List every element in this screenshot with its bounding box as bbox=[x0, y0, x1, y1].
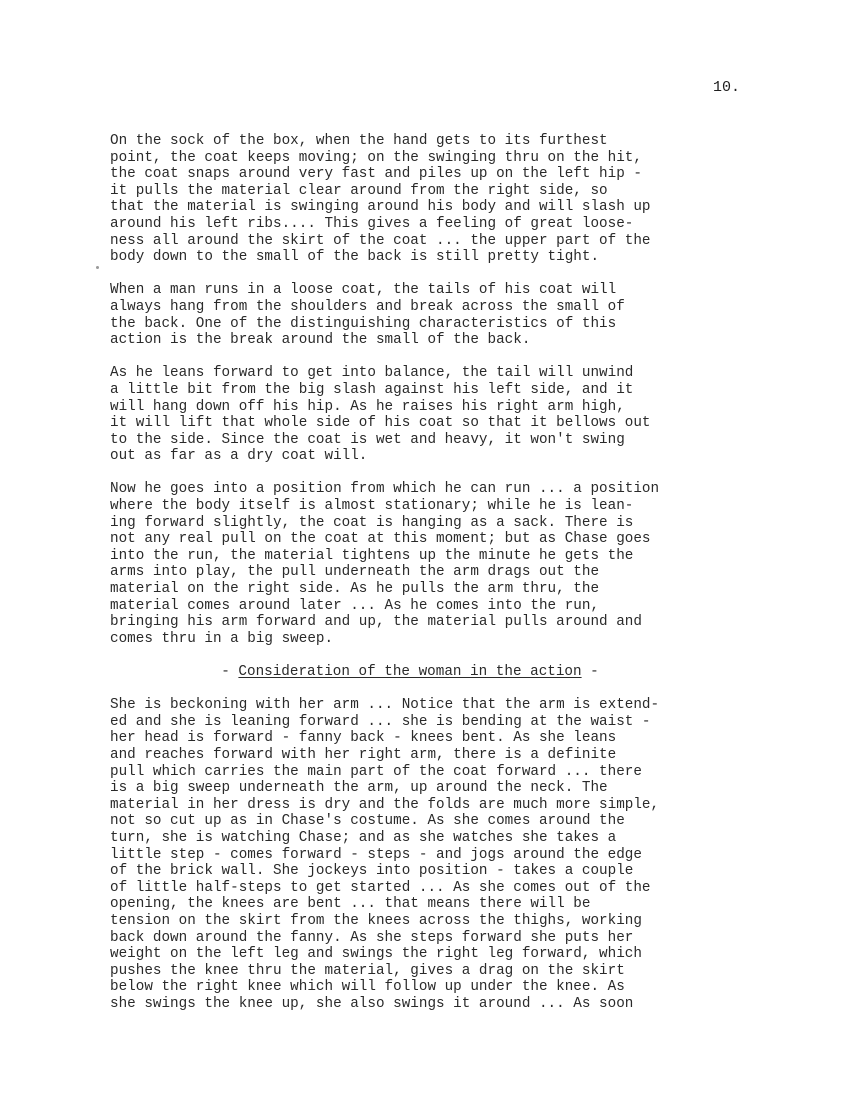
text-line: she swings the knee up, she also swings it around ... As soon bbox=[110, 995, 634, 1012]
text-line: will hang down off his hip. As he raises his right arm high, bbox=[110, 398, 625, 415]
text-line: into the run, the material tightens up the minute he gets the bbox=[110, 547, 634, 564]
text-line: not any real pull on the coat at this moment; but as Chase goes bbox=[110, 531, 651, 548]
text-line: material on the right side. As he pulls the arm thru, the bbox=[110, 581, 600, 598]
text-line: of little half-steps to get started ... As she comes out of the bbox=[110, 879, 651, 896]
text-line: always hang from the shoulders and break across the small of bbox=[110, 298, 625, 315]
text-line: the back. One of the distinguishing characteristics of this bbox=[110, 315, 617, 332]
text-line: action is the break around the small of the back. bbox=[110, 332, 531, 349]
text-line: ness all around the skirt of the coat ... the upper part of the bbox=[110, 232, 651, 249]
text-line: On the sock of the box, when the hand gets to its furthest bbox=[110, 133, 608, 149]
text-line: out as far as a dry coat will. bbox=[110, 448, 368, 465]
text-line: back down around the fanny. As she steps forward she puts her bbox=[110, 929, 634, 946]
text-line: where the body itself is almost stationary; while he is lean- bbox=[110, 498, 634, 515]
text-line: When a man runs in a loose coat, the tails of his coat will bbox=[110, 282, 617, 299]
section-heading-prefix: - bbox=[221, 664, 239, 680]
text-line: Now he goes into a position from which he can run ... a position bbox=[110, 481, 660, 498]
text-line: body down to the small of the back is still pretty tight. bbox=[110, 249, 600, 266]
text-line: pushes the knee thru the material, gives a drag on the skirt bbox=[110, 962, 625, 979]
body-text bbox=[110, 133, 770, 1029]
text-line: a little bit from the big slash against his left side, and it bbox=[110, 381, 634, 398]
text-line: arms into play, the pull underneath the arm drags out the bbox=[110, 564, 600, 581]
text-line: pull which carries the main part of the coat forward ... there bbox=[110, 763, 642, 780]
text-line: little step - comes forward - steps - and jogs around the edge bbox=[110, 846, 642, 863]
text-line: material comes around later ... As he comes into the run, bbox=[110, 597, 600, 614]
text-line: material in her dress is dry and the folds are much more simple, bbox=[110, 796, 660, 813]
section-heading-title: Consideration of the woman in the action bbox=[238, 664, 582, 680]
paragraph-balance bbox=[110, 365, 770, 465]
text-line: opening, the knees are bent ... that means there will be bbox=[110, 896, 591, 913]
text-line: comes thru in a big sweep. bbox=[110, 630, 334, 647]
section-heading-suffix: - bbox=[581, 664, 599, 680]
text-line: As he leans forward to get into balance, the tail will unwind bbox=[110, 365, 634, 382]
text-line: of the brick wall. She jockeys into position - takes a couple bbox=[110, 863, 634, 880]
text-line: weight on the left leg and swings the right leg forward, which bbox=[110, 946, 642, 963]
text-line: to the side. Since the coat is wet and heavy, it won't swing bbox=[110, 431, 625, 448]
paragraph-coat-sock bbox=[110, 133, 770, 266]
text-line: around his left ribs.... This gives a feeling of great loose- bbox=[110, 215, 634, 232]
text-line: turn, she is watching Chase; and as she watches she takes a bbox=[110, 829, 617, 846]
text-line: ed and she is leaning forward ... she is bending at the waist - bbox=[110, 713, 651, 730]
paragraph-run-position bbox=[110, 481, 770, 647]
text-line: her head is forward - fanny back - knees bent. As she leans bbox=[110, 730, 617, 747]
text-line: bringing his arm forward and up, the material pulls around and bbox=[110, 614, 642, 631]
text-line: She is beckoning with her arm ... Notice that the arm is extend- bbox=[110, 697, 660, 714]
text-line: point, the coat keeps moving; on the swinging thru on the hit, bbox=[110, 149, 642, 166]
text-line: the coat snaps around very fast and piles up on the left hip - bbox=[110, 166, 642, 183]
page-number: 10. bbox=[712, 79, 740, 96]
text-line: that the material is swinging around his body and will slash up bbox=[110, 199, 651, 216]
text-line: below the right knee which will follow up under the knee. As bbox=[110, 979, 625, 996]
text-line: not so cut up as in Chase's costume. As she comes around the bbox=[110, 813, 625, 830]
section-heading bbox=[110, 664, 770, 681]
text-line: tension on the skirt from the knees across the thighs, working bbox=[110, 912, 642, 929]
text-line: it pulls the material clear around from the right side, so bbox=[110, 182, 608, 199]
paragraph-woman-action bbox=[110, 697, 770, 1012]
text-line: ing forward slightly, the coat is hanging as a sack. There is bbox=[110, 514, 634, 531]
paragraph-loose-coat bbox=[110, 282, 770, 348]
stray-ink-mark bbox=[96, 266, 99, 269]
text-line: and reaches forward with her right arm, there is a definite bbox=[110, 746, 617, 763]
text-line: is a big sweep underneath the arm, up around the neck. The bbox=[110, 780, 608, 797]
text-line: it will lift that whole side of his coat so that it bellows out bbox=[110, 415, 651, 432]
